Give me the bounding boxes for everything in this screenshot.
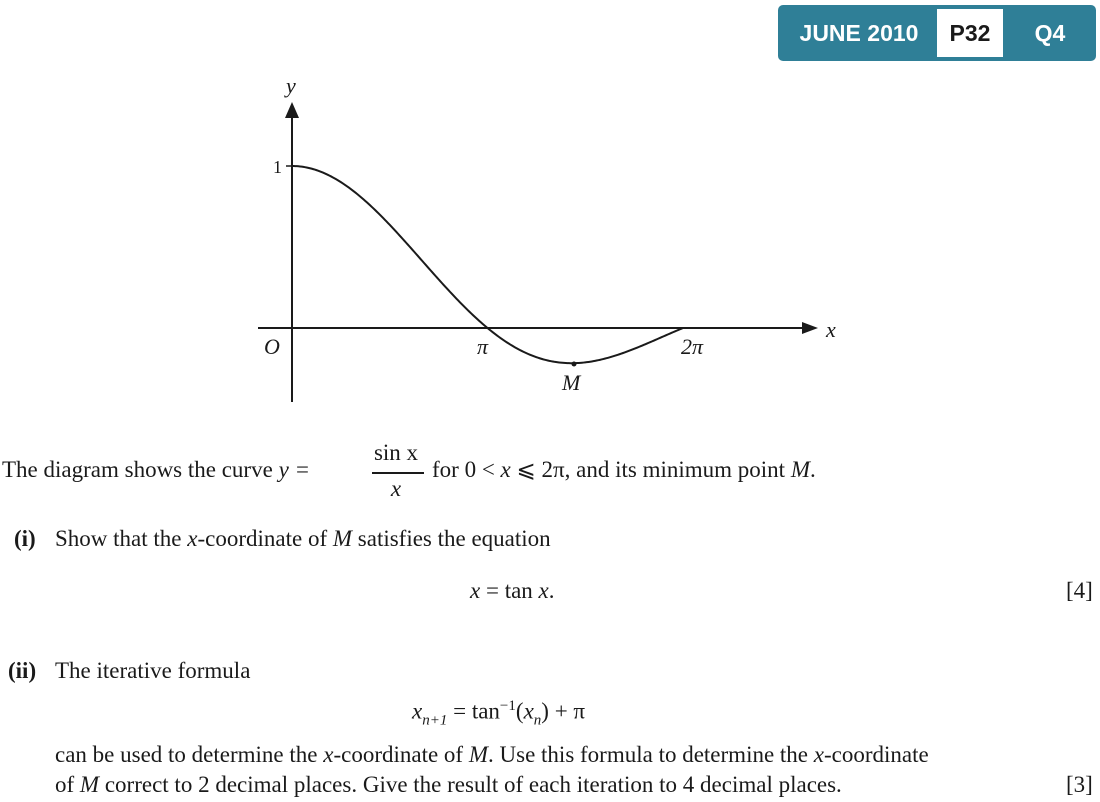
x-axis-arrowhead [802, 322, 818, 334]
part-i-text-c: satisfies the equation [352, 526, 551, 551]
line2-m: M [79, 772, 100, 797]
line2-b: correct to 2 decimal places. Give the result of each iteration to 4 decimal places. [99, 772, 842, 797]
x-tick-label-pi: π [477, 334, 489, 359]
formula-sup: −1 [499, 698, 516, 714]
part-i-marks: [4] [1066, 578, 1093, 603]
intro-suffix-a: for 0 < [432, 457, 501, 482]
equation-end: . [548, 578, 555, 603]
part-ii-line-1 [55, 742, 929, 768]
part-ii-marks: [3] [1066, 772, 1093, 797]
y-tick-label-1: 1 [273, 157, 282, 177]
line1-x2: x [813, 742, 824, 767]
intro-prefix-text: The diagram shows the curve [2, 457, 273, 482]
minimum-point-m [572, 362, 577, 367]
part-ii-label: (ii) [8, 658, 37, 683]
part-i-text-m: M [332, 526, 353, 551]
line2-a: of [55, 772, 80, 797]
part-i-label: (i) [14, 526, 36, 551]
part-ii-text: The iterative formula [55, 658, 251, 683]
part-i-text [55, 526, 551, 552]
fraction-numerator-text: sin x [373, 440, 419, 465]
formula-sub: n+1 [422, 712, 448, 729]
formula-x: x [412, 698, 423, 724]
intro-suffix-end: . [810, 457, 816, 482]
formula-sub-n: n [533, 712, 542, 729]
part-ii-line-2 [55, 772, 842, 798]
intro-suffix-var: x [500, 457, 511, 482]
origin-label: O [264, 334, 280, 359]
part-i-text-x: x [187, 526, 198, 551]
question-number-label: Q4 [1034, 20, 1066, 46]
equation-x: x [470, 578, 481, 603]
line1-b: -coordinate of [333, 742, 469, 767]
paper-code-label: P32 [937, 9, 1003, 57]
x-tick-label-2pi: 2π [681, 334, 704, 359]
formula-xn: x [523, 698, 534, 724]
part-i-equation [470, 578, 555, 604]
intro-prefix [2, 457, 310, 483]
x-axis-label: x [826, 317, 836, 342]
equation-x2: x [538, 578, 549, 603]
fraction-bar [372, 472, 424, 474]
line1-m: M [468, 742, 489, 767]
point-m-label: M [562, 370, 581, 395]
formula-open: ( [515, 698, 524, 724]
line1-a: can be used to determine the [55, 742, 324, 767]
line1-x: x [323, 742, 334, 767]
y-axis-arrowhead [285, 102, 299, 118]
fraction-numerator [368, 440, 424, 466]
equation-mid: = tan [480, 578, 539, 603]
intro-lhs: y = [278, 457, 311, 482]
y-axis-label: y [286, 73, 296, 98]
iterative-formula [412, 698, 585, 729]
intro-suffix-b: ⩽ 2π, and its minimum point [510, 457, 791, 482]
part-i-text-b: -coordinate of [197, 526, 333, 551]
line1-d: -coordinate [824, 742, 929, 767]
intro-suffix [432, 457, 816, 483]
formula-close: ) + π [541, 698, 586, 724]
intro-suffix-m: M [790, 457, 810, 482]
fraction-denominator: x [390, 476, 402, 501]
part-i-text-a: Show that the [55, 526, 188, 551]
exam-session-label: JUNE 2010 [799, 20, 919, 46]
line1-c: . Use this formula to determine the [488, 742, 814, 767]
formula-mid: = tan [447, 698, 500, 724]
